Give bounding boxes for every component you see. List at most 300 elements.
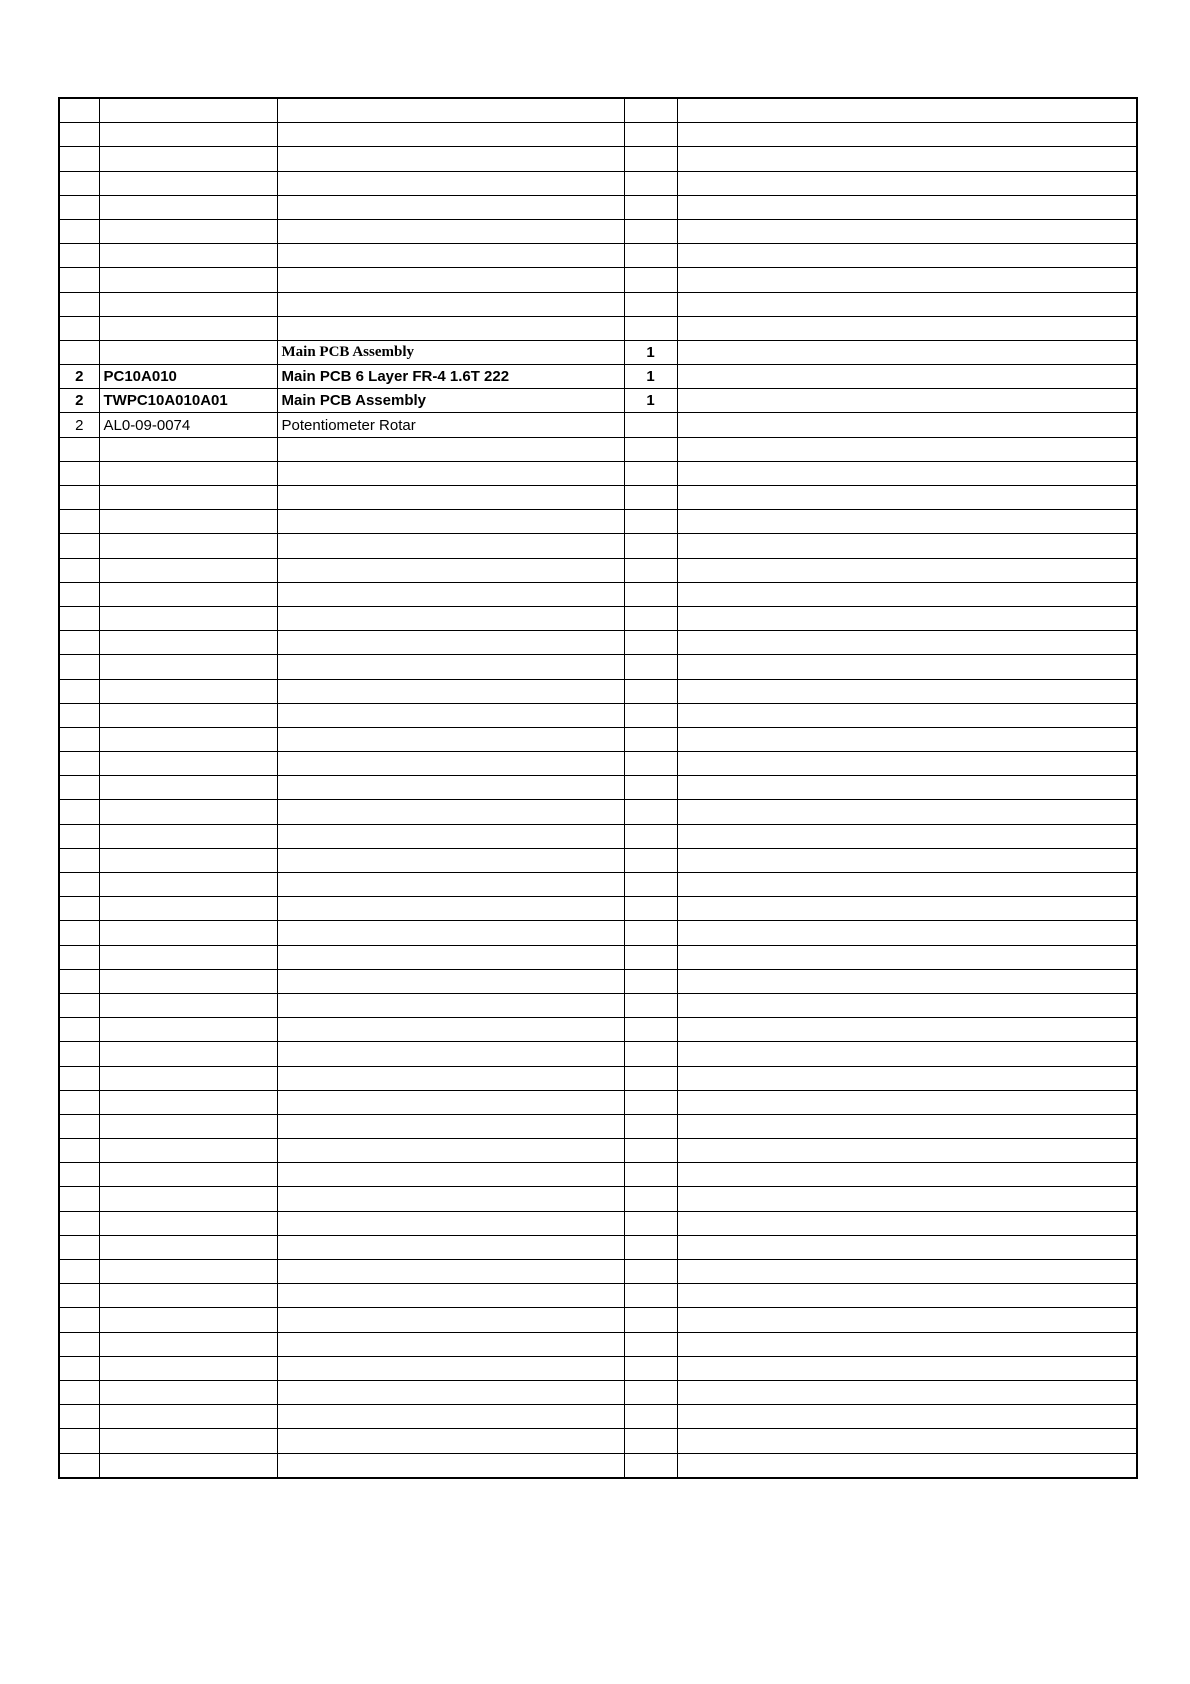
- cell-description: [277, 534, 624, 558]
- cell-level: [59, 631, 99, 655]
- table-row: [59, 1042, 1137, 1066]
- cell-qty: [624, 703, 677, 727]
- table-row: [59, 945, 1137, 969]
- cell-part-number: [99, 1090, 277, 1114]
- cell-remark: [677, 873, 1137, 897]
- cell-part-number: [99, 993, 277, 1017]
- cell-level: [59, 1380, 99, 1404]
- cell-level: 2: [59, 365, 99, 389]
- cell-level: [59, 1018, 99, 1042]
- table-row: [59, 1211, 1137, 1235]
- cell-description: [277, 1042, 624, 1066]
- cell-level: [59, 606, 99, 630]
- cell-description: [277, 292, 624, 316]
- cell-description: [277, 461, 624, 485]
- cell-part-number: [99, 631, 277, 655]
- table-row: [59, 582, 1137, 606]
- cell-part-number: [99, 98, 277, 123]
- cell-remark: [677, 1042, 1137, 1066]
- cell-remark: [677, 171, 1137, 195]
- table-row: [59, 824, 1137, 848]
- table-row: [59, 1187, 1137, 1211]
- cell-qty: [624, 510, 677, 534]
- cell-remark: [677, 510, 1137, 534]
- cell-description: [277, 1284, 624, 1308]
- cell-part-number: [99, 219, 277, 243]
- cell-qty: [624, 945, 677, 969]
- cell-part-number: [99, 1332, 277, 1356]
- table-row: [59, 510, 1137, 534]
- cell-remark: [677, 1308, 1137, 1332]
- cell-description: [277, 703, 624, 727]
- cell-description: [277, 631, 624, 655]
- table-row: [59, 848, 1137, 872]
- cell-qty: [624, 1066, 677, 1090]
- cell-qty: [624, 752, 677, 776]
- table-row: [59, 147, 1137, 171]
- cell-part-number: [99, 606, 277, 630]
- cell-level: [59, 558, 99, 582]
- cell-qty: [624, 1139, 677, 1163]
- table-row: [59, 1114, 1137, 1138]
- cell-description: Potentiometer Rotar: [277, 413, 624, 437]
- cell-description: [277, 969, 624, 993]
- cell-level: [59, 268, 99, 292]
- cell-level: [59, 510, 99, 534]
- cell-remark: [677, 1211, 1137, 1235]
- cell-description: [277, 824, 624, 848]
- table-row: [59, 123, 1137, 147]
- cell-qty: [624, 776, 677, 800]
- cell-description: [277, 1066, 624, 1090]
- cell-description: [277, 1090, 624, 1114]
- cell-remark: [677, 1114, 1137, 1138]
- cell-part-number: [99, 897, 277, 921]
- cell-remark: [677, 1187, 1137, 1211]
- cell-remark: [677, 897, 1137, 921]
- cell-description: [277, 437, 624, 461]
- cell-remark: [677, 413, 1137, 437]
- cell-level: [59, 486, 99, 510]
- cell-level: [59, 921, 99, 945]
- cell-part-number: [99, 268, 277, 292]
- cell-qty: [624, 1260, 677, 1284]
- cell-qty: 1: [624, 389, 677, 413]
- table-row: [59, 1429, 1137, 1453]
- cell-part-number: [99, 776, 277, 800]
- table-row: [59, 873, 1137, 897]
- cell-level: [59, 1163, 99, 1187]
- cell-description: [277, 195, 624, 219]
- cell-qty: [624, 1405, 677, 1429]
- table-row: [59, 389, 1137, 413]
- cell-description: [277, 219, 624, 243]
- cell-level: [59, 1114, 99, 1138]
- cell-level: [59, 945, 99, 969]
- cell-remark: [677, 606, 1137, 630]
- cell-remark: [677, 655, 1137, 679]
- cell-part-number: [99, 461, 277, 485]
- table-row: [59, 727, 1137, 751]
- cell-qty: [624, 800, 677, 824]
- cell-level: [59, 776, 99, 800]
- cell-level: [59, 679, 99, 703]
- cell-qty: [624, 655, 677, 679]
- cell-remark: [677, 486, 1137, 510]
- cell-level: [59, 1332, 99, 1356]
- cell-remark: [677, 1066, 1137, 1090]
- cell-qty: [624, 969, 677, 993]
- cell-part-number: [99, 123, 277, 147]
- cell-part-number: [99, 292, 277, 316]
- cell-description: [277, 873, 624, 897]
- cell-description: [277, 1163, 624, 1187]
- cell-qty: 1: [624, 365, 677, 389]
- cell-level: [59, 727, 99, 751]
- cell-remark: [677, 993, 1137, 1017]
- bom-table: [58, 97, 1138, 1479]
- cell-qty: [624, 461, 677, 485]
- cell-level: [59, 437, 99, 461]
- cell-qty: [624, 897, 677, 921]
- cell-level: [59, 171, 99, 195]
- cell-qty: [624, 219, 677, 243]
- cell-remark: [677, 582, 1137, 606]
- cell-remark: [677, 292, 1137, 316]
- cell-level: [59, 244, 99, 268]
- cell-description: [277, 147, 624, 171]
- cell-qty: [624, 1042, 677, 1066]
- cell-part-number: [99, 510, 277, 534]
- cell-qty: [624, 1090, 677, 1114]
- cell-remark: [677, 631, 1137, 655]
- cell-remark: [677, 461, 1137, 485]
- cell-description: [277, 558, 624, 582]
- cell-qty: [624, 1429, 677, 1453]
- cell-level: [59, 340, 99, 364]
- cell-remark: [677, 219, 1137, 243]
- cell-part-number: [99, 1405, 277, 1429]
- cell-part-number: [99, 1139, 277, 1163]
- cell-remark: [677, 1018, 1137, 1042]
- cell-remark: [677, 1332, 1137, 1356]
- cell-part-number: [99, 316, 277, 340]
- table-row: [59, 340, 1137, 364]
- cell-description: [277, 921, 624, 945]
- cell-description: [277, 1429, 624, 1453]
- cell-remark: [677, 1405, 1137, 1429]
- cell-description: [277, 945, 624, 969]
- cell-level: [59, 1308, 99, 1332]
- cell-part-number: [99, 1260, 277, 1284]
- table-row: [59, 1018, 1137, 1042]
- cell-part-number: [99, 437, 277, 461]
- table-row: [59, 969, 1137, 993]
- cell-qty: [624, 1380, 677, 1404]
- cell-qty: [624, 631, 677, 655]
- table-row: [59, 316, 1137, 340]
- cell-remark: [677, 365, 1137, 389]
- cell-qty: [624, 123, 677, 147]
- cell-qty: [624, 993, 677, 1017]
- cell-part-number: [99, 1380, 277, 1404]
- cell-remark: [677, 1380, 1137, 1404]
- cell-description: [277, 486, 624, 510]
- table-row: [59, 171, 1137, 195]
- cell-qty: [624, 244, 677, 268]
- cell-qty: [624, 1284, 677, 1308]
- cell-qty: [624, 147, 677, 171]
- cell-level: [59, 897, 99, 921]
- cell-part-number: [99, 1453, 277, 1478]
- cell-part-number: [99, 752, 277, 776]
- cell-remark: [677, 1163, 1137, 1187]
- table-row: [59, 606, 1137, 630]
- cell-qty: [624, 679, 677, 703]
- cell-level: [59, 752, 99, 776]
- cell-qty: [624, 437, 677, 461]
- cell-description: [277, 606, 624, 630]
- cell-remark: [677, 824, 1137, 848]
- cell-level: [59, 219, 99, 243]
- cell-part-number: [99, 1042, 277, 1066]
- cell-part-number: [99, 1114, 277, 1138]
- cell-level: [59, 1066, 99, 1090]
- table-row: [59, 993, 1137, 1017]
- cell-level: [59, 1042, 99, 1066]
- table-row: [59, 1380, 1137, 1404]
- cell-remark: [677, 1429, 1137, 1453]
- cell-remark: [677, 195, 1137, 219]
- cell-level: [59, 655, 99, 679]
- cell-level: [59, 316, 99, 340]
- cell-description: [277, 1114, 624, 1138]
- cell-qty: [624, 171, 677, 195]
- cell-remark: [677, 969, 1137, 993]
- cell-description: [277, 1405, 624, 1429]
- cell-description: [277, 1356, 624, 1380]
- cell-level: [59, 1356, 99, 1380]
- cell-part-number: [99, 1163, 277, 1187]
- cell-description: [277, 1211, 624, 1235]
- cell-description: [277, 1380, 624, 1404]
- cell-level: [59, 1090, 99, 1114]
- table-row: [59, 1308, 1137, 1332]
- cell-part-number: [99, 848, 277, 872]
- table-row: [59, 1090, 1137, 1114]
- cell-remark: [677, 1235, 1137, 1259]
- cell-qty: [624, 316, 677, 340]
- cell-remark: [677, 340, 1137, 364]
- cell-qty: [624, 824, 677, 848]
- cell-part-number: [99, 244, 277, 268]
- table-row: [59, 800, 1137, 824]
- cell-level: [59, 123, 99, 147]
- cell-part-number: [99, 1429, 277, 1453]
- table-row: [59, 486, 1137, 510]
- cell-part-number: [99, 582, 277, 606]
- cell-part-number: TWPC10A010A01: [99, 389, 277, 413]
- cell-part-number: [99, 171, 277, 195]
- bom-table-body: [59, 98, 1137, 1478]
- table-row: [59, 413, 1137, 437]
- table-row: [59, 1163, 1137, 1187]
- cell-level: [59, 534, 99, 558]
- cell-level: [59, 292, 99, 316]
- table-row: [59, 921, 1137, 945]
- cell-qty: [624, 534, 677, 558]
- cell-level: [59, 1211, 99, 1235]
- table-row: [59, 292, 1137, 316]
- cell-level: [59, 703, 99, 727]
- cell-qty: [624, 98, 677, 123]
- cell-level: 2: [59, 389, 99, 413]
- cell-qty: [624, 1163, 677, 1187]
- cell-description: [277, 316, 624, 340]
- cell-level: [59, 800, 99, 824]
- cell-description: [277, 98, 624, 123]
- cell-description: [277, 123, 624, 147]
- cell-level: [59, 848, 99, 872]
- cell-part-number: [99, 800, 277, 824]
- cell-level: [59, 1284, 99, 1308]
- cell-part-number: [99, 873, 277, 897]
- cell-remark: [677, 800, 1137, 824]
- cell-description: [277, 776, 624, 800]
- cell-part-number: [99, 1018, 277, 1042]
- cell-part-number: [99, 1308, 277, 1332]
- cell-description: [277, 1187, 624, 1211]
- cell-description: [277, 1308, 624, 1332]
- cell-qty: [624, 413, 677, 437]
- cell-level: [59, 195, 99, 219]
- table-row: [59, 1284, 1137, 1308]
- cell-description: [277, 848, 624, 872]
- cell-description: [277, 679, 624, 703]
- table-row: [59, 1405, 1137, 1429]
- table-row: [59, 631, 1137, 655]
- cell-remark: [677, 1260, 1137, 1284]
- cell-qty: [624, 921, 677, 945]
- cell-qty: [624, 848, 677, 872]
- cell-level: [59, 147, 99, 171]
- cell-remark: [677, 921, 1137, 945]
- cell-level: [59, 1187, 99, 1211]
- cell-level: [59, 873, 99, 897]
- cell-qty: [624, 873, 677, 897]
- cell-description: [277, 1139, 624, 1163]
- cell-qty: [624, 268, 677, 292]
- cell-part-number: [99, 486, 277, 510]
- table-row: [59, 244, 1137, 268]
- cell-remark: [677, 147, 1137, 171]
- cell-level: [59, 1405, 99, 1429]
- cell-part-number: [99, 945, 277, 969]
- cell-remark: [677, 244, 1137, 268]
- cell-description: Main PCB Assembly: [277, 389, 624, 413]
- cell-qty: [624, 606, 677, 630]
- table-row: [59, 219, 1137, 243]
- cell-part-number: [99, 195, 277, 219]
- cell-qty: [624, 558, 677, 582]
- cell-level: 2: [59, 413, 99, 437]
- table-row: [59, 897, 1137, 921]
- cell-part-number: [99, 679, 277, 703]
- cell-part-number: [99, 1211, 277, 1235]
- cell-description: [277, 727, 624, 751]
- cell-part-number: [99, 147, 277, 171]
- cell-remark: [677, 1356, 1137, 1380]
- table-row: [59, 365, 1137, 389]
- cell-part-number: [99, 727, 277, 751]
- cell-level: [59, 1235, 99, 1259]
- table-row: [59, 534, 1137, 558]
- cell-qty: [624, 1453, 677, 1478]
- cell-description: [277, 1235, 624, 1259]
- cell-part-number: [99, 534, 277, 558]
- table-row: [59, 703, 1137, 727]
- cell-qty: [624, 292, 677, 316]
- table-row: [59, 461, 1137, 485]
- cell-description: [277, 510, 624, 534]
- table-row: [59, 195, 1137, 219]
- table-row: [59, 1260, 1137, 1284]
- table-row: [59, 98, 1137, 123]
- cell-part-number: [99, 558, 277, 582]
- cell-remark: [677, 727, 1137, 751]
- cell-level: [59, 461, 99, 485]
- cell-remark: [677, 268, 1137, 292]
- cell-level: [59, 824, 99, 848]
- cell-description: [277, 1332, 624, 1356]
- cell-part-number: [99, 824, 277, 848]
- cell-description: [277, 244, 624, 268]
- table-row: [59, 1356, 1137, 1380]
- cell-level: [59, 1453, 99, 1478]
- cell-qty: [624, 1211, 677, 1235]
- cell-level: [59, 993, 99, 1017]
- cell-remark: [677, 1139, 1137, 1163]
- cell-qty: [624, 1018, 677, 1042]
- cell-description: Main PCB Assembly: [277, 340, 624, 364]
- cell-remark: [677, 1090, 1137, 1114]
- cell-qty: 1: [624, 340, 677, 364]
- cell-level: [59, 582, 99, 606]
- cell-part-number: PC10A010: [99, 365, 277, 389]
- cell-qty: [624, 195, 677, 219]
- cell-description: [277, 171, 624, 195]
- cell-remark: [677, 123, 1137, 147]
- cell-part-number: [99, 1235, 277, 1259]
- cell-part-number: [99, 655, 277, 679]
- table-row: [59, 752, 1137, 776]
- cell-remark: [677, 776, 1137, 800]
- cell-description: [277, 1260, 624, 1284]
- cell-remark: [677, 437, 1137, 461]
- cell-qty: [624, 1114, 677, 1138]
- cell-description: [277, 268, 624, 292]
- table-row: [59, 679, 1137, 703]
- cell-description: Main PCB 6 Layer FR-4 1.6T 222: [277, 365, 624, 389]
- cell-remark: [677, 389, 1137, 413]
- cell-level: [59, 98, 99, 123]
- cell-qty: [624, 486, 677, 510]
- cell-description: [277, 582, 624, 606]
- cell-description: [277, 993, 624, 1017]
- table-row: [59, 437, 1137, 461]
- table-row: [59, 1066, 1137, 1090]
- table-row: [59, 558, 1137, 582]
